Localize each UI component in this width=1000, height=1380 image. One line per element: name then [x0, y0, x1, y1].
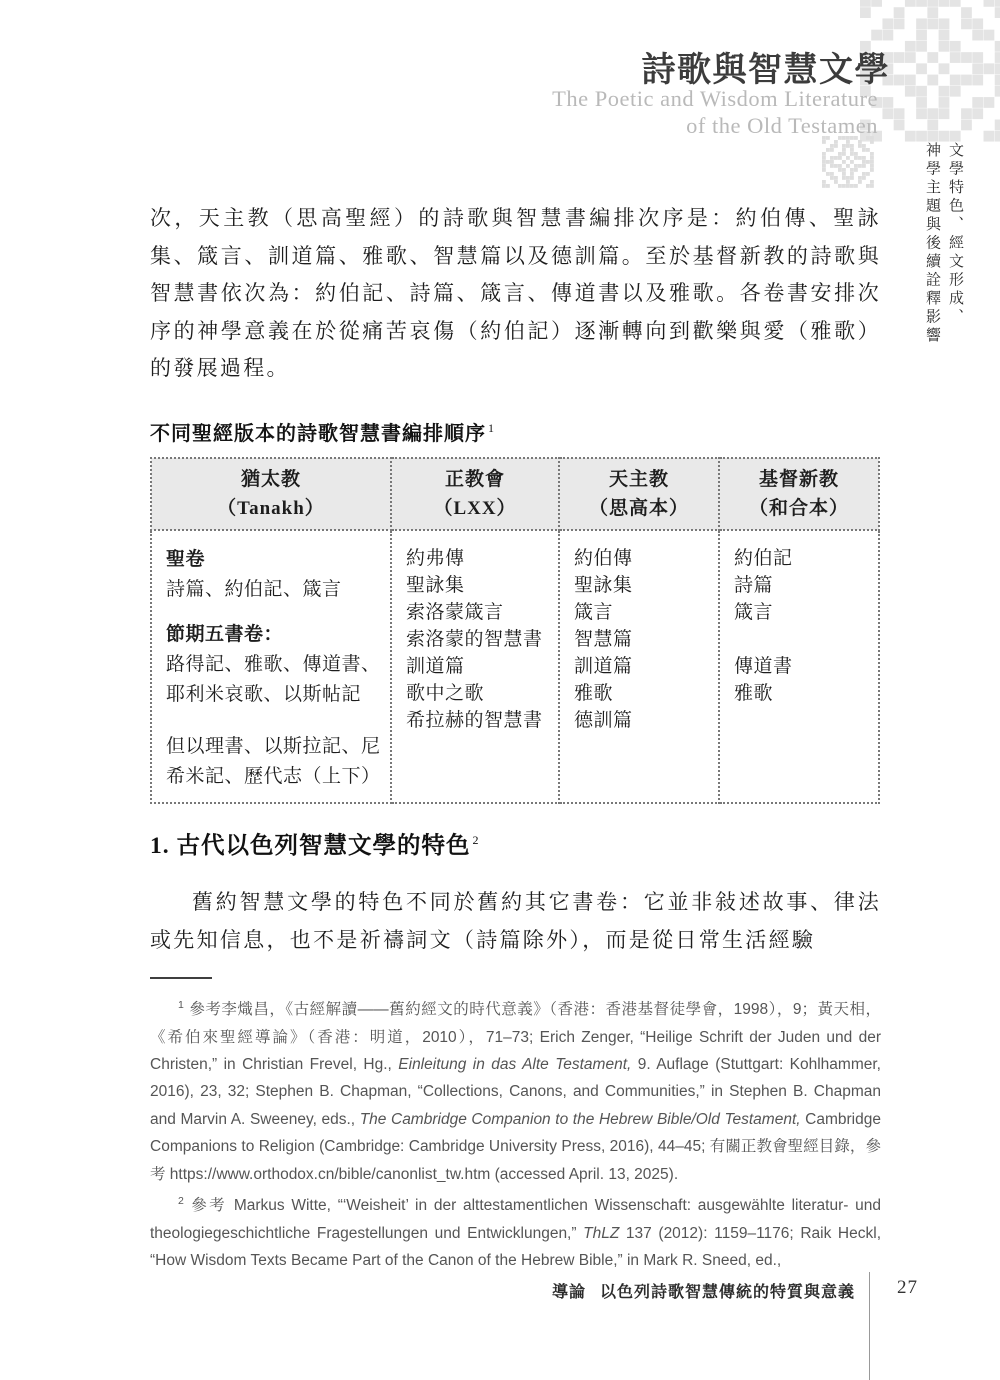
table-cell-catholic — [559, 530, 719, 803]
cell-line: 傳道書 — [734, 656, 793, 677]
cell-line: 約伯記 — [734, 548, 793, 569]
running-footer — [552, 1279, 855, 1302]
cell-line: 索洛蒙的智慧書 — [406, 629, 543, 650]
cell-line: 耶利米哀歌、以斯帖記 — [166, 684, 362, 705]
vertical-note-line-2: 神學主題與後續詮釋影響 — [924, 142, 940, 346]
footnotes-block — [150, 992, 881, 1274]
cell-line: 詩篇 — [734, 575, 774, 596]
footnote-1-marker: 1 — [178, 999, 184, 1011]
table-header-catholic — [559, 458, 719, 530]
cell-line: 聖詠集 — [406, 575, 465, 596]
bible-versions-table — [150, 457, 880, 804]
cell-line: 約伯傳 — [574, 548, 633, 569]
table-header-row — [151, 458, 879, 530]
cell-line: 但以理書、以斯拉記、尼 — [166, 736, 381, 757]
cell-line: 德訓篇 — [574, 710, 633, 731]
cell-line: 索洛蒙箴言 — [406, 602, 504, 623]
cell-line: 節期五書卷： — [166, 624, 284, 645]
header-sub: （LXX） — [433, 498, 517, 519]
footnote-1 — [150, 992, 881, 1188]
section-heading-text: 1. 古代以色列智慧文學的特色 — [150, 833, 471, 859]
cell-line: 智慧篇 — [574, 629, 633, 650]
header-name: 基督新教 — [758, 469, 839, 490]
subtitle-line-2: of the Old Testamen — [686, 113, 878, 138]
table-header-lxx — [391, 458, 559, 530]
section-heading — [150, 826, 480, 860]
footnote-2 — [150, 1188, 881, 1274]
lattice-ornament-small-icon — [822, 136, 874, 188]
chapter-subtitle-en — [552, 85, 878, 139]
cell-line: 希拉赫的智慧書 — [406, 710, 543, 731]
header-sub: （和合本） — [748, 498, 849, 519]
cell-line: 雅歌 — [734, 683, 774, 704]
empty-cell-row — [734, 626, 872, 653]
footer-section-label: 導論 — [551, 1284, 586, 1301]
table-caption — [150, 417, 495, 446]
footnote-separator — [150, 977, 212, 979]
table-header-tanakh — [151, 458, 391, 530]
cell-line: 詩篇、約伯記、箴言 — [166, 579, 342, 600]
table-header-protestant — [719, 458, 879, 530]
header-name: 天主教 — [608, 469, 669, 490]
footer-divider — [869, 1272, 870, 1380]
cell-line: 路得記、雅歌、傳道書、 — [166, 654, 381, 675]
cell-line: 箴言 — [574, 602, 614, 623]
cell-line: 歌中之歌 — [406, 683, 485, 704]
footnote-ref-1: 1 — [488, 421, 495, 436]
footnote-italic-title: ThLZ — [583, 1224, 620, 1242]
cell-line: 聖卷 — [166, 549, 206, 570]
header-name: 猶太教 — [240, 469, 301, 490]
footnote-text: 參考 Markus Witte, “‘Weisheit’ in der alttestamentlichen Wissenschaft: ausgewählte literatur- und theologiegeschichtliche Fragestellungen und Entwicklungen,” — [150, 1197, 881, 1242]
table-cell-protestant — [719, 530, 879, 803]
footnote-ref-2: 2 — [472, 833, 480, 848]
cell-line: 聖詠集 — [574, 575, 633, 596]
section-paragraph: 舊約智慧文學的特色不同於舊約其它書卷：它並非敍述故事、律法或先知信息，也不是祈禱詞文（詩篇除外），而是從日常生活經驗 — [150, 890, 881, 952]
subtitle-line-1: The Poetic and Wisdom Literature — [552, 86, 878, 111]
footnote-text: Cambridge Companions to Religion (Cambridge: Cambridge University Press, 2016), 44–45; 有關正教會聖經目錄，參考 https://www.orthodox.cn/bible/canonlist_tw.htm (accessed April. 13, 2025). — [150, 1110, 881, 1183]
footnote-italic-title: Einleitung in das Alte Testament, — [398, 1055, 632, 1073]
table-cell-tanakh — [151, 530, 391, 803]
footnote-text: 137 (2012): 1159–1176; Raik Heckl, “How Wisdom Texts Became Part of the Canon of the Hebrew Bible,” in Mark R. Sneed, ed., — [150, 1224, 881, 1269]
chapter-title-cjk: 詩歌與智慧文學 — [641, 52, 890, 89]
footnote-2-marker: 2 — [178, 1195, 184, 1207]
header-sub: （思高本） — [588, 498, 689, 519]
margin-vertical-note — [920, 142, 966, 502]
table-caption-text: 不同聖經版本的詩歌智慧書編排順序 — [150, 423, 486, 445]
body-paragraph-continued: 次，天主教（思高聖經）的詩歌與智慧書編排次序是：約伯傳、聖詠集、箴言、訓道篇、雅歌、智慧篇以及德訓篇。至於基督新教的詩歌與智慧書依次為：約伯記、詩篇、箴言、傳道書以及雅歌。各卷書安排次序的神學意義在於從痛苦哀傷（約伯記）逐漸轉向到歡樂與愛（雅歌）的發展過程。 — [150, 206, 881, 381]
page-number: 27 — [897, 1277, 918, 1298]
footnote-text: 9. Auflage (Stuttgart: Kohlhammer, 2016), 23, 32; Stephen B. Chapman, “Collections, Canons, and Communities,” in Stephen B. Chapman and Marvin A. Sweeney, eds., — [150, 1055, 881, 1128]
footer-running-title: 以色列詩歌智慧傳統的特質與意義 — [599, 1284, 855, 1301]
footnote-text: 參考李熾昌，《古經解讀——舊約經文的時代意義》（香港：香港基督徒學會，1998），9；黃天相，《希伯來聖經導論》（香港：明道，2010），71–73; Erich Zenger, “Heilige Schrift der Juden und der Christen,” in Christian Frevel, Hg., — [150, 1001, 881, 1073]
cell-line: 約弗傳 — [406, 548, 465, 569]
table-cell-lxx — [391, 530, 559, 803]
cell-line: 雅歌 — [574, 683, 614, 704]
cell-line: 訓道篇 — [406, 656, 465, 677]
table-body-row — [151, 530, 879, 803]
cell-line: 希米記、歷代志（上下） — [166, 766, 381, 787]
header-name: 正教會 — [444, 469, 505, 490]
footnote-italic-title: The Cambridge Companion to the Hebrew Bible/Old Testament, — [359, 1110, 801, 1128]
cell-line: 箴言 — [734, 602, 774, 623]
vertical-note-line-1: 文學特色、經文形成、 — [947, 142, 963, 327]
cell-line: 訓道篇 — [574, 656, 633, 677]
header-sub: （Tanakh） — [217, 498, 325, 519]
